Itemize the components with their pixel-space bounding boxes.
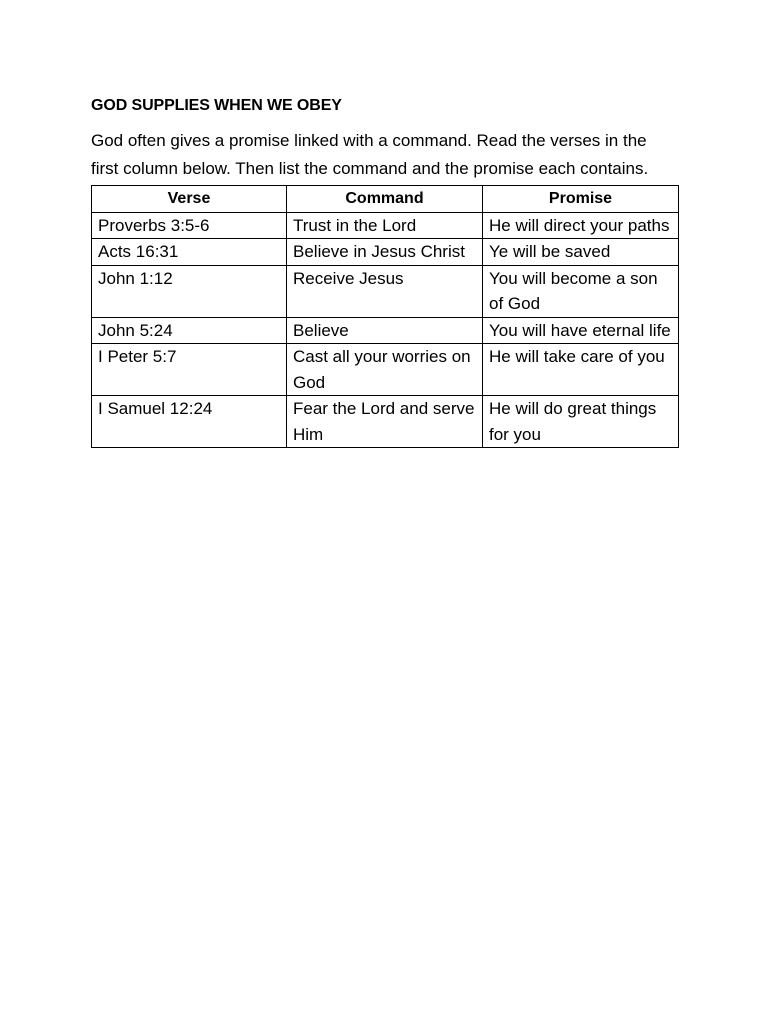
promise-cell: He will direct your paths — [483, 212, 679, 239]
verse-cell: I Peter 5:7 — [92, 344, 287, 396]
document-page — [91, 94, 678, 448]
command-cell: Believe — [287, 317, 483, 344]
verse-cell: I Samuel 12:24 — [92, 396, 287, 448]
table-header-row — [92, 186, 679, 213]
command-cell: Trust in the Lord — [287, 212, 483, 239]
command-cell: Cast all your worries on God — [287, 344, 483, 396]
verse-cell: John 1:12 — [92, 265, 287, 317]
header-verse: Verse — [92, 186, 287, 213]
table-row — [92, 396, 679, 448]
intro-paragraph: God often gives a promise linked with a command. Read the verses in the first column below. Then list the command and the promise each contains. — [91, 131, 649, 178]
table-row — [92, 317, 679, 344]
verse-table — [91, 185, 679, 448]
verse-cell: Acts 16:31 — [92, 239, 287, 266]
promise-cell: You will have eternal life — [483, 317, 679, 344]
table-row — [92, 212, 679, 239]
table-row — [92, 239, 679, 266]
table-row — [92, 344, 679, 396]
verse-cell: John 5:24 — [92, 317, 287, 344]
header-command: Command — [287, 186, 483, 213]
header-promise: Promise — [483, 186, 679, 213]
promise-cell: Ye will be saved — [483, 239, 679, 266]
table-row — [92, 265, 679, 317]
promise-cell: You will become a son of God — [483, 265, 679, 317]
promise-cell: He will do great things for you — [483, 396, 679, 448]
document-title: GOD SUPPLIES WHEN WE OBEY — [91, 97, 342, 114]
verse-cell: Proverbs 3:5-6 — [92, 212, 287, 239]
promise-cell: He will take care of you — [483, 344, 679, 396]
command-cell: Receive Jesus — [287, 265, 483, 317]
command-cell: Fear the Lord and serve Him — [287, 396, 483, 448]
command-cell: Believe in Jesus Christ — [287, 239, 483, 266]
